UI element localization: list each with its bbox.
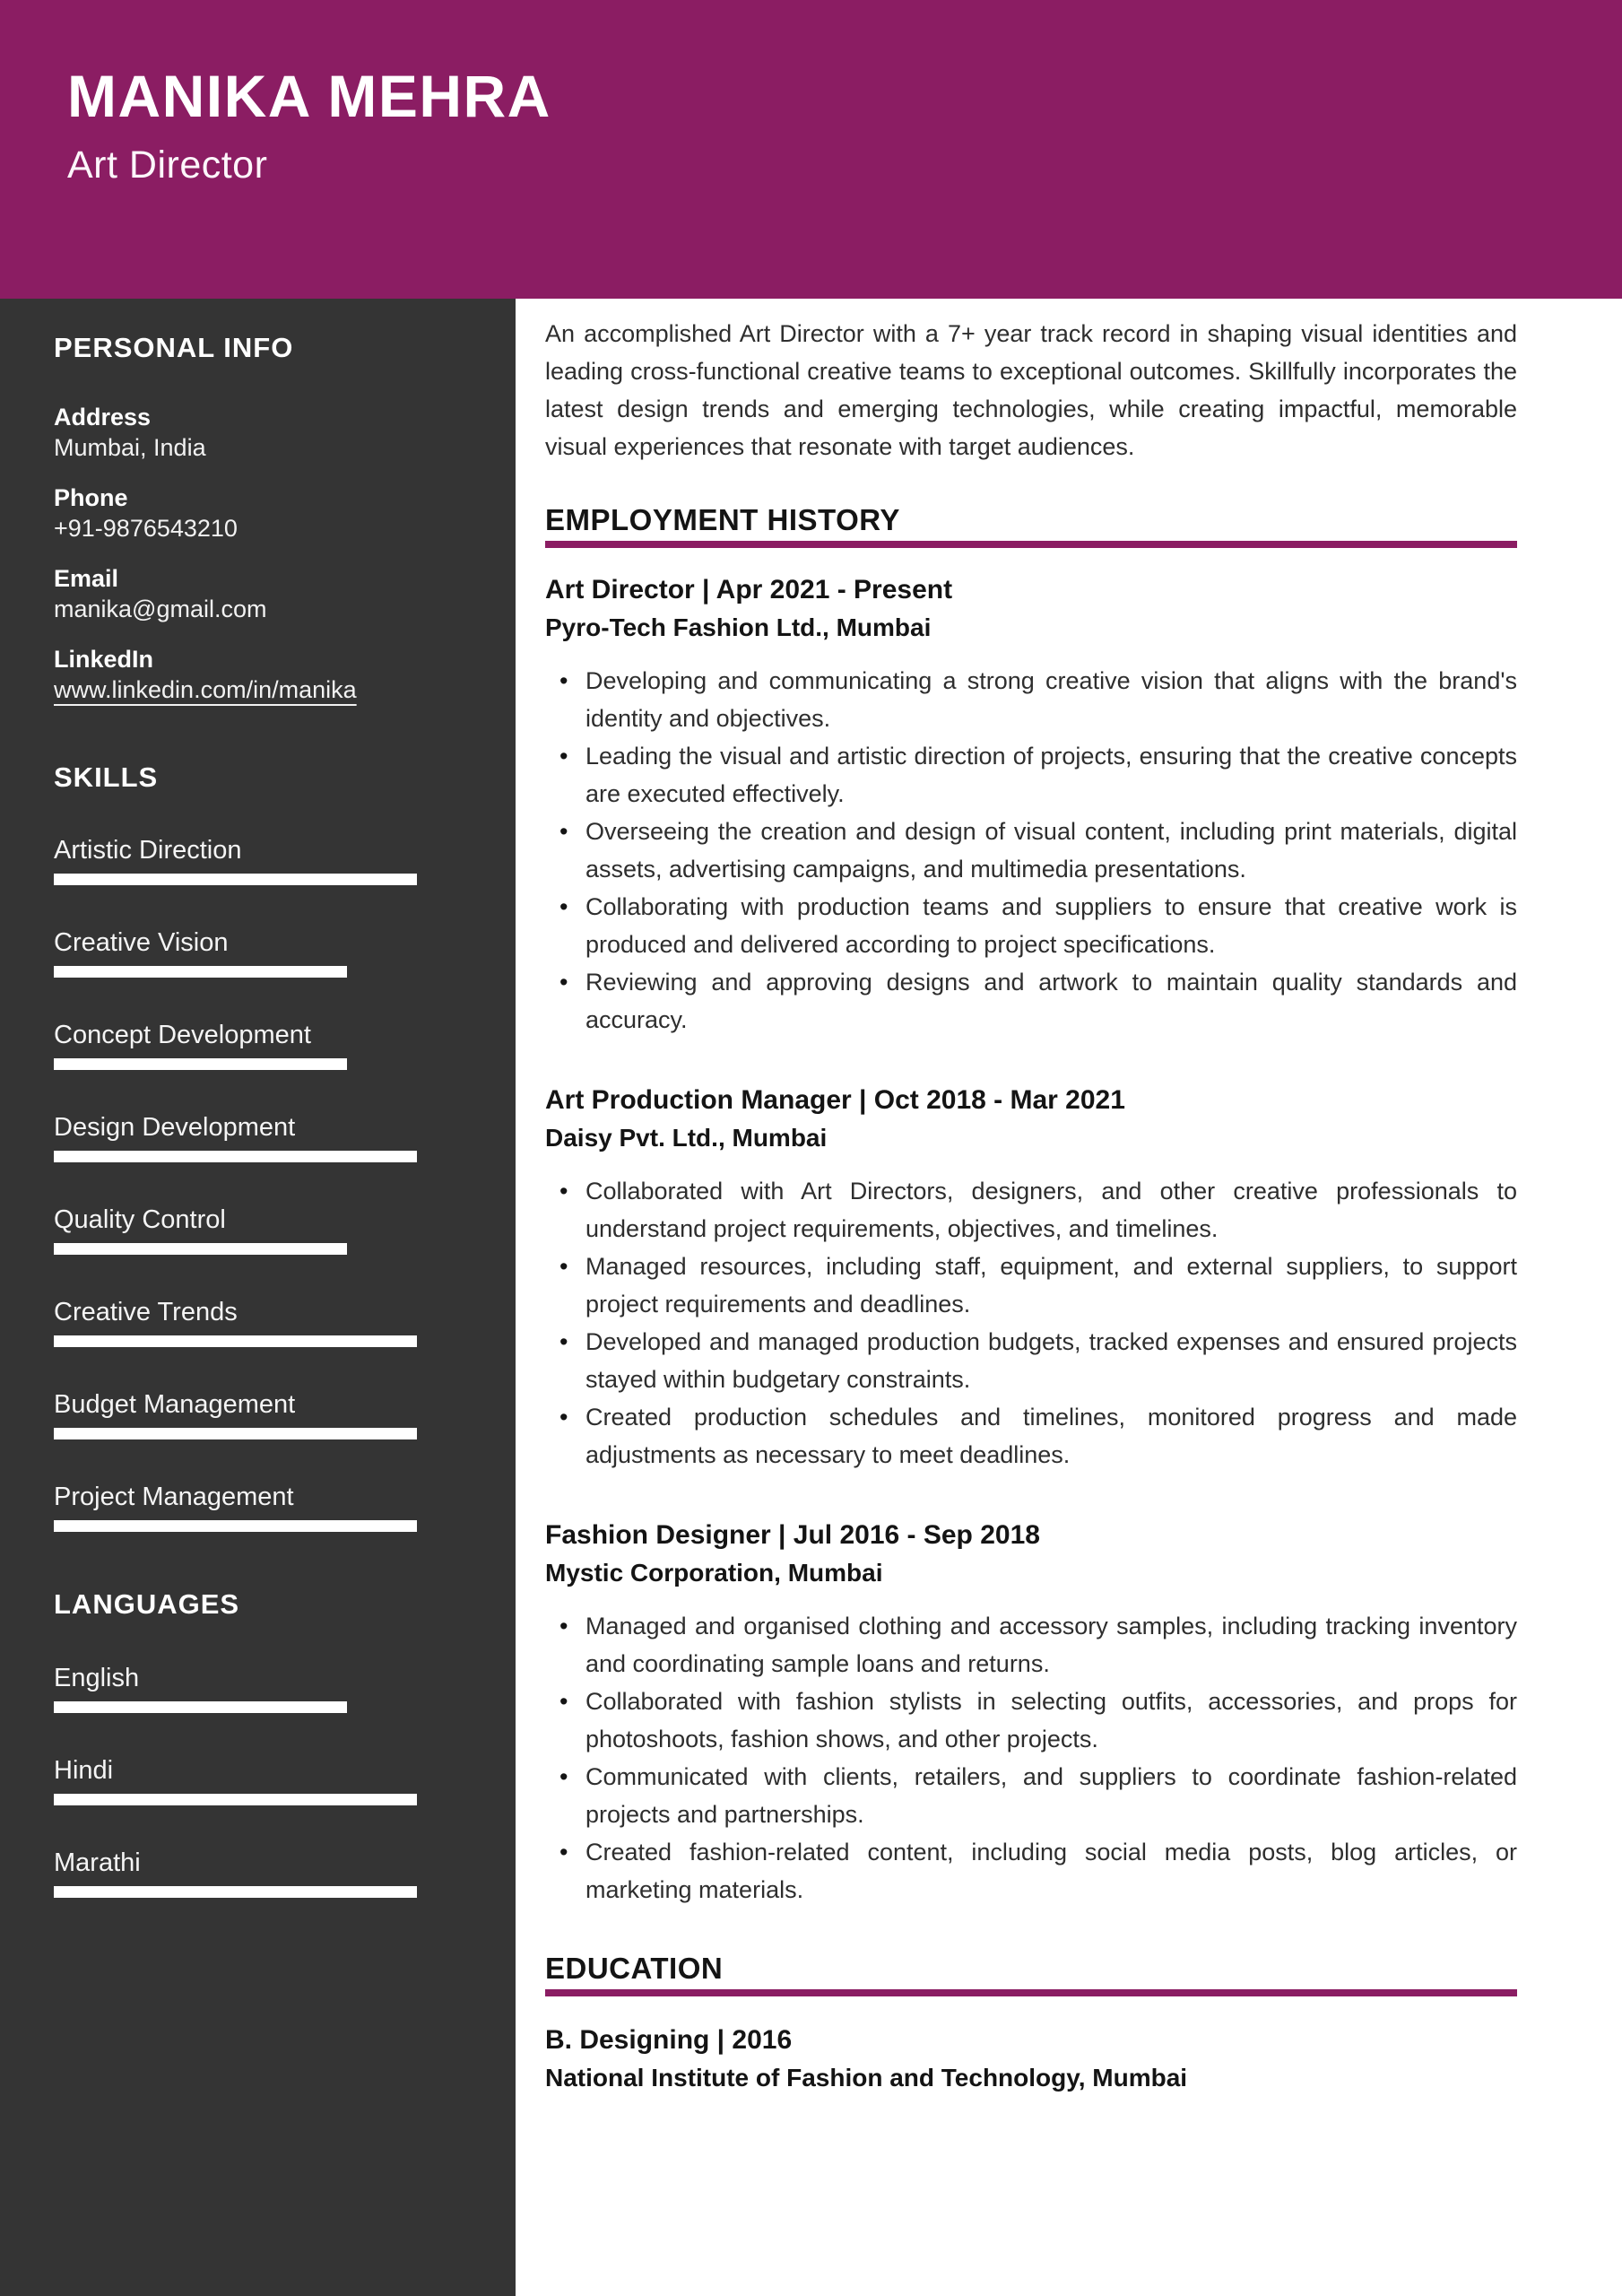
languages-list: [54, 1663, 466, 1898]
skill-bar: [54, 1428, 417, 1439]
job-bullet: • Managed and organised clothing and accessory samples, including tracking inventory and coordinating sample loans and returns.: [545, 1607, 1517, 1683]
job-bullet: • Leading the visual and artistic direction of projects, ensuring that the creative concepts are executed effectively.: [545, 737, 1517, 813]
skills-section: [54, 761, 466, 1532]
phone-label: Phone: [54, 484, 128, 512]
skill-bar: [54, 966, 347, 978]
job-title: Art Director | Apr 2021 - Present: [545, 575, 953, 604]
job-bullet: • Reviewing and approving designs and artwork to maintain quality standards and accuracy.: [545, 963, 1517, 1039]
languages-section: [54, 1587, 466, 1897]
job-bullet: • Collaborated with Art Directors, designers, and other creative professionals to understand project requirements, objectives, and timelines.: [545, 1172, 1517, 1248]
skill-item: [54, 927, 466, 978]
sidebar: [0, 299, 516, 2296]
personal-info-section: [54, 331, 466, 705]
job-bullet: • Managed resources, including staff, equipment, and external suppliers, to support project requirements and deadlines.: [545, 1248, 1517, 1323]
skill-name: Quality Control: [54, 1205, 226, 1235]
skill-name: Design Development: [54, 1113, 296, 1143]
job-company: Daisy Pvt. Ltd., Mumbai: [545, 1124, 828, 1152]
phone-value: +91-9876543210: [54, 515, 238, 543]
skill-name: Creative Trends: [54, 1298, 238, 1327]
address-value: Mumbai, India: [54, 434, 206, 462]
skill-item: [54, 1389, 466, 1439]
skill-bar: [54, 1058, 347, 1070]
skill-name: Budget Management: [54, 1390, 296, 1420]
languages-heading: LANGUAGES: [54, 1588, 240, 1621]
person-job-title: Art Director: [67, 143, 268, 187]
header: [0, 0, 1622, 299]
job-title: Art Production Manager | Oct 2018 - Mar 2021: [545, 1085, 1125, 1115]
profile-summary: An accomplished Art Director with a 7+ year track record in shaping visual identities and leading cross-functional creative teams to exceptional outcomes. Skillfully incorporates the latest design trends and emerging technologies, while creating impactful, memorable visual experiences that resonate with target audiences.: [545, 320, 1517, 460]
job-title: Fashion Designer | Jul 2016 - Sep 2018: [545, 1520, 1040, 1550]
job-entry: [545, 575, 1517, 1039]
job-bullet: • Developing and communicating a strong creative vision that aligns with the brand's identity and objectives.: [545, 662, 1517, 737]
job-bullet-list: [545, 1172, 1517, 1474]
skill-item: [54, 1297, 466, 1347]
language-name: English: [54, 1663, 140, 1692]
email-group: [54, 563, 466, 624]
skill-item: [54, 1205, 466, 1255]
job-bullet: • Collaborating with production teams and suppliers to ensure that creative work is produced and delivered according to project specifications.: [545, 888, 1517, 963]
job-bullet-list: [545, 1607, 1517, 1909]
section-divider: [545, 541, 1517, 548]
job-entry: [545, 1085, 1517, 1474]
linkedin-group: [54, 644, 466, 705]
language-bar: [54, 1886, 417, 1898]
job-bullet: • Communicated with clients, retailers, and suppliers to coordinate fashion-related projects and partnerships.: [545, 1758, 1517, 1833]
personal-info-list: [54, 402, 466, 705]
education-degree: B. Designing | 2016: [545, 2025, 793, 2055]
skill-bar: [54, 1151, 417, 1162]
job-entry: [545, 1520, 1517, 1909]
skill-item: [54, 1020, 466, 1070]
email-label: Email: [54, 565, 119, 593]
language-bar: [54, 1701, 347, 1713]
language-item: [54, 1663, 466, 1713]
language-name: Marathi: [54, 1848, 141, 1877]
skill-name: Artistic Direction: [54, 836, 242, 865]
skill-bar: [54, 1520, 417, 1532]
education-heading: EDUCATION: [545, 1952, 724, 1985]
address-group: [54, 402, 466, 463]
email-value: manika@gmail.com: [54, 596, 267, 623]
skill-item: [54, 835, 466, 885]
address-label: Address: [54, 404, 152, 431]
language-item: [54, 1755, 466, 1805]
job-bullet: • Overseeing the creation and design of visual content, including print materials, digital assets, advertising campaigns, and multimedia presentations.: [545, 813, 1517, 888]
education-school: National Institute of Fashion and Technology, Mumbai: [545, 2064, 1188, 2092]
skills-list: [54, 835, 466, 1532]
skill-name: Project Management: [54, 1483, 294, 1512]
language-item: [54, 1848, 466, 1898]
language-name: Hindi: [54, 1755, 114, 1785]
linkedin-label: LinkedIn: [54, 646, 154, 674]
skill-item: [54, 1482, 466, 1532]
skills-heading: SKILLS: [54, 761, 159, 794]
phone-group: [54, 483, 466, 544]
linkedin-link[interactable]: www.linkedin.com/in/manika: [54, 676, 357, 704]
personal-info-heading: PERSONAL INFO: [54, 332, 294, 363]
main-content: [516, 299, 1622, 2296]
job-bullet: • Created fashion-related content, including social media posts, blog articles, or marketing materials.: [545, 1833, 1517, 1909]
job-company: Mystic Corporation, Mumbai: [545, 1559, 883, 1587]
job-bullet-list: [545, 662, 1517, 1039]
skill-bar: [54, 874, 417, 885]
skill-item: [54, 1112, 466, 1162]
skill-bar: [54, 1243, 347, 1255]
skill-bar: [54, 1335, 417, 1347]
job-bullet: • Developed and managed production budgets, tracked expenses and ensured projects stayed within budgetary constraints.: [545, 1323, 1517, 1398]
job-bullet: • Collaborated with fashion stylists in selecting outfits, accessories, and props for photoshoots, fashion shows, and other projects.: [545, 1683, 1517, 1758]
employment-history-heading: EMPLOYMENT HISTORY: [545, 503, 900, 536]
person-name: MANIKA MEHRA: [67, 63, 551, 129]
language-bar: [54, 1794, 417, 1805]
skill-name: Creative Vision: [54, 928, 229, 958]
job-bullet: • Created production schedules and timelines, monitored progress and made adjustments as necessary to meet deadlines.: [545, 1398, 1517, 1474]
section-divider: [545, 1989, 1517, 1996]
skill-name: Concept Development: [54, 1021, 311, 1050]
job-company: Pyro-Tech Fashion Ltd., Mumbai: [545, 613, 932, 641]
